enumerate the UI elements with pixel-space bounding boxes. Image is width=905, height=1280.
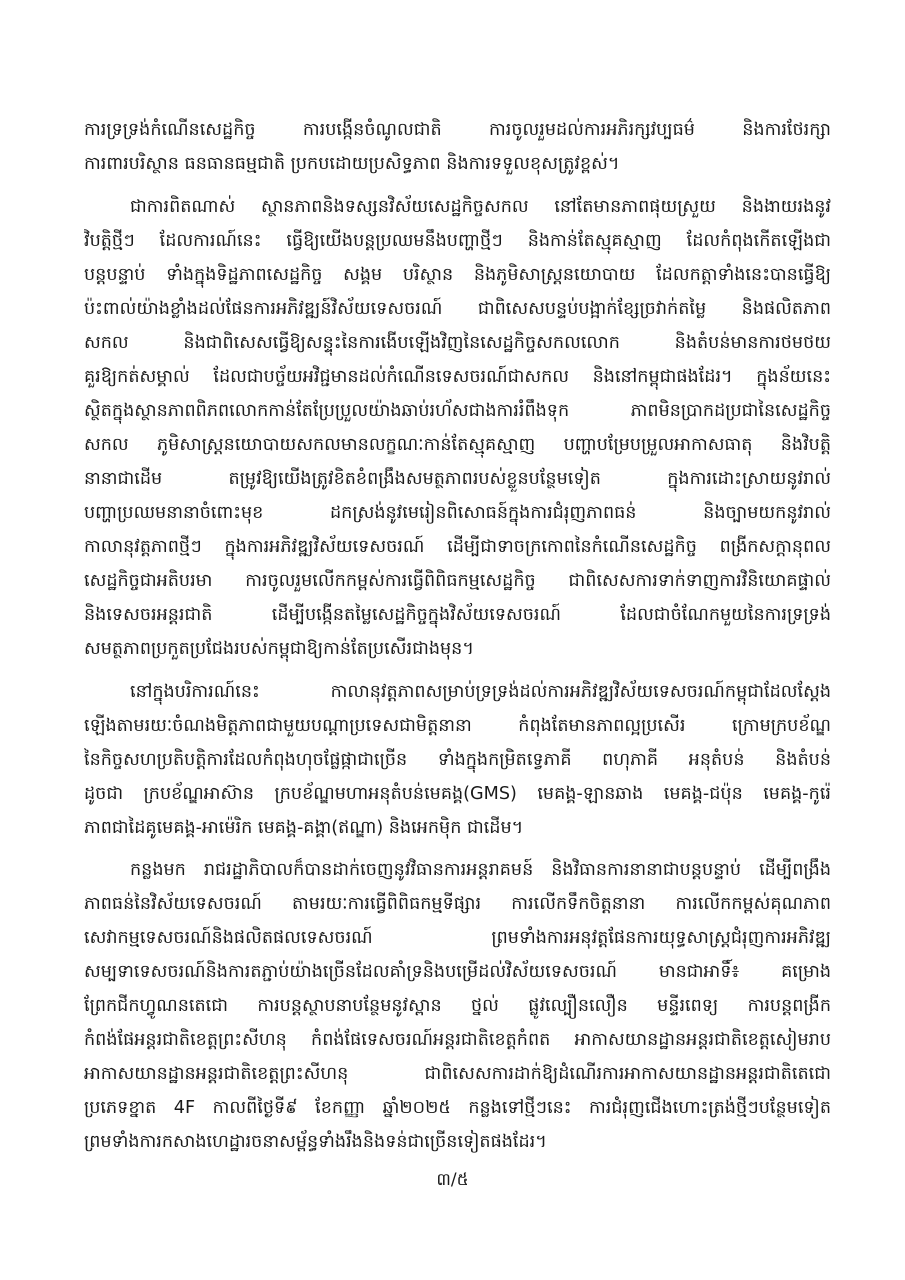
paragraph-2-line-5: សកល និងជាពិសេសធ្វើឱ្យសន្ទុះនៃការងើបឡើងវិញនៃសេដ្ឋកិច្ចសកលលោក និងតំបន់មានការថមថយ (84, 333, 831, 353)
paragraph-2-line-13: និងទេសចរអន្តរជាតិ ដើម្បីបង្កើនតម្លៃសេដ្ឋកិច្ចក្នុងវិស័យទេសចរណ៍ ដែលជាចំណែកមួយនៃការទ្រទ្រង់ (84, 605, 831, 625)
paragraph-4-line-6: កំពង់ផែអន្តរជាតិខេត្តព្រះសីហនុ កំពង់ផែទេសចរណ៍អន្តរជាតិខេត្តកំពត អាកាសយានដ្ឋានអន្តរជាតិខេត្តសៀមរាប (84, 1030, 831, 1050)
paragraph-3-line-3: នៃកិច្ចសហប្រតិបត្តិការដែលកំពុងហុចផ្លែផ្កាជាច្រើន ទាំងក្នុងកម្រិតទ្វេភាគី ពហុភាគី អនុតំបន់ និងតំបន់ (84, 750, 831, 770)
paragraph-2-line-1: ជាការពិតណាស់ ស្ថានភាពនិងទស្សនវិស័យសេដ្ឋកិច្ចសកល នៅតែមានភាពផុយស្រួយ និងងាយរងនូវ (130, 197, 831, 217)
paragraph-4-line-2: ភាពធន់នៃវិស័យទេសចរណ៍ តាមរយៈការធ្វើពិពិធកម្មទីផ្សារ ការលើកទឹកចិត្តនានា ការលើកកម្ពស់គុណភាព (84, 894, 831, 914)
paragraph-4-line-9: ព្រមទាំងការកសាងហេដ្ឋារចនាសម្ព័ន្ធទាំងរឹងនិងទន់ជាច្រើនទៀតផងដែរ។ (84, 1132, 547, 1152)
paragraph-3-line-4: ដូចជា ក្របខ័ណ្ឌអាស៊ាន ក្របខ័ណ្ឌមហាអនុតំបន់មេគង្គ(GMS) មេគង្គ-ឡានឆាង មេគង្គ-ជប៉ុន មេគង្គ-កូរ៉េ (84, 784, 831, 804)
paragraph-2-line-2: វិបត្តិថ្មីៗ ដែលការណ៍នេះ ធ្វើឱ្យយើងបន្តប្រឈមនឹងបញ្ហាថ្មីៗ និងកាន់តែស្មុគស្មាញ ដែលកំពុងកើតឡើងជា (84, 231, 831, 251)
paragraph-3-line-5: ភាពជាដៃគូមេគង្គ-អាម៉េរិក មេគង្គ-គង្គា(ឥណ្ឌា) និងអេកម៉ិក ជាដើម។ (84, 818, 524, 838)
paragraph-4-line-7: អាកាសយានដ្ឋានអន្តរជាតិខេត្តព្រះសីហនុ ជាពិសេសការដាក់ឱ្យដំណើរការអាកាសយានដ្ឋានអន្តរជាតិតេជោ (84, 1064, 831, 1084)
paragraph-4-line-5: ព្រែកជីកហ្វូណនតេជោ ការបន្តស្ថាបនាបន្ថែមនូវស្ពាន ថ្នល់ ផ្លូវល្បឿនលឿន មន្ទីរពេទ្យ ការបន្តពង្រីក (84, 996, 831, 1016)
paragraph-3-line-1: នៅក្នុងបរិការណ៍នេះ កាលានុវត្តភាពសម្រាប់ទ្រទ្រង់ដល់ការអភិវឌ្ឍវិស័យទេសចរណ៍កម្ពុជាដែលស្តែង (130, 682, 831, 702)
paragraph-2-line-14: សមត្ថភាពប្រកួតប្រជែងរបស់កម្ពុជាឱ្យកាន់តែប្រសើរជាងមុន។ (84, 639, 474, 659)
paragraph-2-line-8: សកល ភូមិសាស្ត្រនយោបាយសកលមានលក្ខណៈកាន់តែស្មុគស្មាញ បញ្ហាបម្រែបម្រួលអាកាសធាតុ និងវិបត្តិ (84, 435, 831, 455)
paragraph-1-line-1: ការទ្រទ្រង់កំណើនសេដ្ឋកិច្ច ការបង្កើនចំណូលជាតិ ការចូលរួមដល់ការអភិរក្សវប្បធម៌ និងការថែរក្សា (84, 120, 831, 140)
paragraph-2-line-4: ប៉ះពាល់យ៉ាងខ្លាំងដល់ផែនការអភិវឌ្ឍន៍វិស័យទេសចរណ៍ ជាពិសេសបន្ទប់បង្អាក់ខ្សែច្រវាក់តម្លៃ និងផលិតភាព (84, 299, 831, 319)
paragraph-2-line-12: សេដ្ឋកិច្ចជាអតិបរមា ការចូលរួមលើកកម្ពស់ការធ្វើពិពិធកម្មសេដ្ឋកិច្ច ជាពិសេសការទាក់ទាញការវិនិយោគផ្ទាល់ (84, 571, 831, 591)
paragraph-2-line-3: បន្តបន្ទាប់ ទាំងក្នុងទិដ្ឋភាពសេដ្ឋកិច្ច សង្គម បរិស្ថាន និងភូមិសាស្ត្រនយោបាយ ដែលកត្តាទាំងនេះបានធ្វើឱ្យ (84, 265, 831, 285)
paragraph-1-line-2: ការពារបរិស្ថាន ធនធានធម្មជាតិ ប្រកបដោយប្រសិទ្ធភាព និងការទទួលខុសត្រូវខ្ពស់។ (84, 154, 620, 174)
paragraph-2-line-10: បញ្ហាប្រឈមនានាចំពោះមុខ ដកស្រង់នូវមេរៀនពិសោធន៍ក្នុងការជំរុញភាពធន់ និងច្បាមយកនូវរាល់ (84, 503, 831, 523)
paragraph-2-line-7: ស្ថិតក្នុងស្ថានភាពពិភពលោកកាន់តែប្រែប្រួលយ៉ាងឆាប់រហ័សជាងការរំពឹងទុក ភាពមិនប្រាកដប្រជានៃសេដ្ឋកិច្ច (84, 401, 831, 421)
paragraph-4-line-3: សេវាកម្មទេសចរណ៍និងផលិតផលទេសចរណ៍ ព្រមទាំងការអនុវត្តផែនការយុទ្ធសាស្ត្រជំរុញការអភិវឌ្ឍ (84, 928, 831, 948)
paragraph-2-line-9: នានាជាដើម តម្រូវឱ្យយើងត្រូវខិតខំពង្រឹងសមត្ថភាពរបស់ខ្លួនបន្ថែមទៀត ក្នុងការដោះស្រាយនូវរាល់ (84, 469, 831, 489)
page-number: ៣/៥ (436, 1170, 469, 1190)
paragraph-4-line-1: កន្លងមក រាជរដ្ឋាភិបាលក៏បានដាក់ចេញនូវវិធានការអន្តរាគមន៍ និងវិធានការនានាជាបន្តបន្ទាប់ ដើម្បីពង្រឹង (130, 860, 831, 880)
paragraph-3-line-2: ឡើងតាមរយៈចំណងមិត្តភាពជាមួយបណ្តាប្រទេសជាមិត្តនានា កំពុងតែមានភាពល្អប្រសើរ ក្រោមក្របខ័ណ្ឌ (84, 716, 831, 736)
paragraph-4-line-4: សម្បទាទេសចរណ៍និងការតភ្ជាប់យ៉ាងច្រើនដែលគាំទ្រនិងបម្រើដល់វិស័យទេសចរណ៍ មានជាអាទិ៍៖ គម្រោង (84, 962, 831, 982)
paragraph-2-line-6: គួរឱ្យកត់សម្គាល់ ដែលជាបច្ច័យអវិជ្ជមានដល់កំណើនទេសចរណ៍ជាសកល និងនៅកម្ពុជាផងដែរ។ ក្នុងន័យនេះ (84, 367, 831, 387)
paragraph-2-line-11: កាលានុវត្តភាពថ្មីៗ ក្នុងការអភិវឌ្ឍវិស័យទេសចរណ៍ ដើម្បីជាទាចក្រកោពនៃកំណើនសេដ្ឋកិច្ច ពង្រីកសក្តានុពល (84, 537, 831, 557)
paragraph-4-line-8: ប្រភេទខ្នាត 4F កាលពីថ្ងៃទី៩ ខែកញ្ញា ឆ្នាំ២០២៥ កន្លងទៅថ្មីៗនេះ ការជំរុញជើងហោះត្រង់ថ្មីៗបន្ថែមទៀត (84, 1098, 831, 1118)
